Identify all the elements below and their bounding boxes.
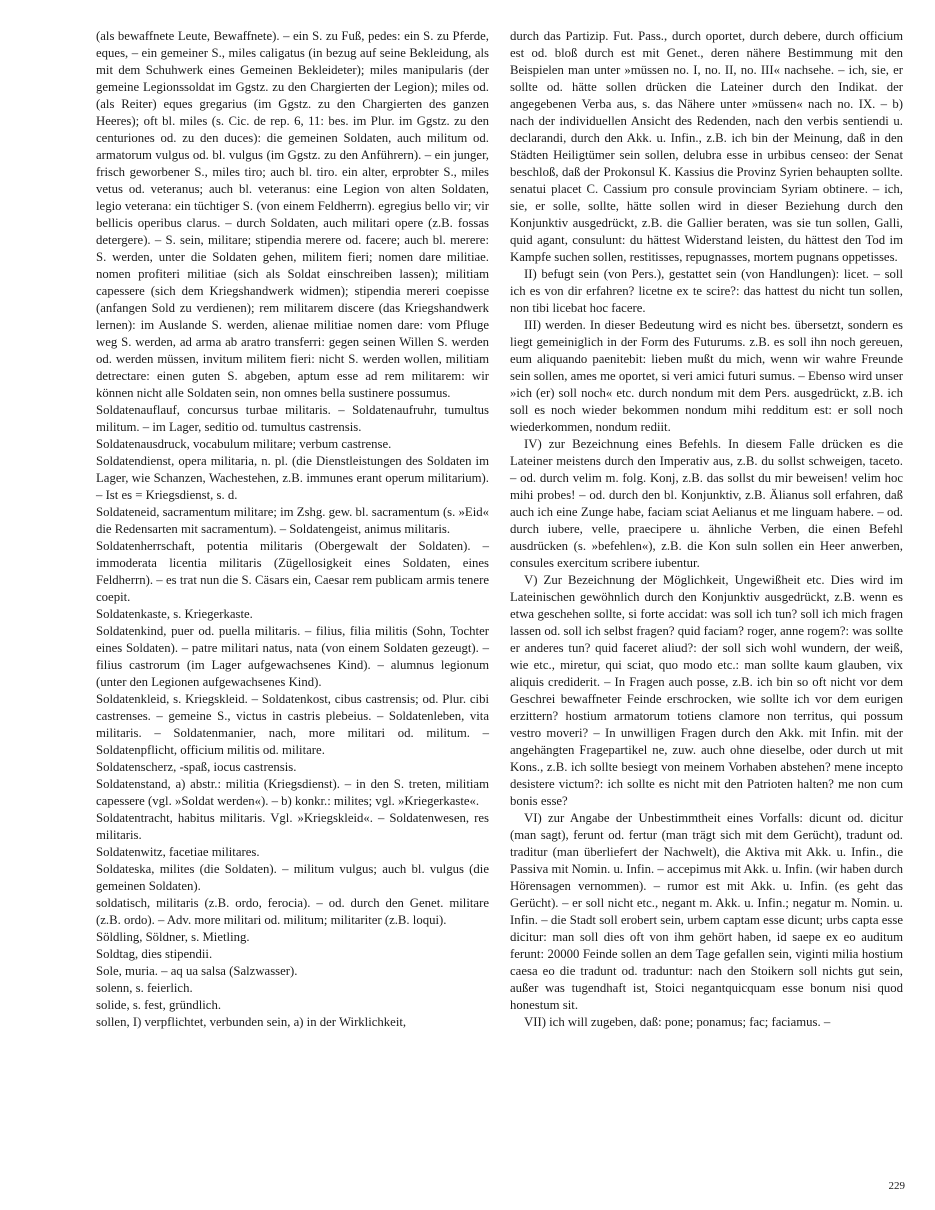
sollen-section-3: III) werden. In dieser Bedeutung wird es nicht bes. übersetzt, sondern es liegt gemeiniglich in der Form des Futurums. z.B. es soll ihn noch gereuen, eum aliquando paenitebit: lieben mußt du mich, wenn wir wahre Freunde sein sollen, ames me oportet, si veri amici futuri sumus. – Ebenso wird unser »ich (er) soll noch« etc. durch nondum mit dem Pers. ausgedrückt, z.B. ich soll es noch wieder bekommen nondum mihi redditum est: er soll noch wiederkommen, nondum rediit. (510, 318, 903, 434)
entry-soldatenkleid: Soldatenkleid, s. Kriegskleid. – Soldatenkost, cibus castrensis; od. Plur. cibi castrenses. – gemeine S., victus in castris plebeius. – Soldatenleben, vita militaris. – Soldatenmanier, nach, more militari od. militum. – Soldatenpflicht, officium militis od. militare. (96, 692, 489, 757)
sollen-section-1-continuation: durch das Partizip. Fut. Pass., durch oportet, durch debere, durch officium est od. bloß durch est mit Genet., deren nähere Bestimmung mit den Beispielen man unter »müssen no. I, no. II, no. III« nachsehe. – ich, sie, er sollte od. hätte sollen drücken die Lateiner durch den Indikat. der angegebenen Verba aus, s. das Nähere unter »müssen« nach no. IX. – b) nach der individuellen Ansicht des Redenden, nach den verbis sentiendi u. declarandi, durch den Akk. u. Infin., z.B. ich bin der Meinung, daß in den Städten Heiligtümer sein sollen, delubra esse in urbibus censeo: der Senat beschloß, daß der Prokonsul K. Kassius die Provinz Syrien behaupten sollte. senatui placet C. Cassium pro consule provinciam Syriam obtinere. – ich, sie, er solle, sollte, hätte sollen wird in dieser Beziehung durch den Konjunktiv ausgedrückt, z.B. die Gallier beraten, was sie tun sollen, Galli, quid agant, consulunt: du hättest Widerstand leisten, du hättest den Tod im Kampfe suchen sollen, restitisses, repugnasses, mortem pugnans oppetisses. (510, 29, 903, 264)
sollen-section-5: V) Zur Bezeichnung der Möglichkeit, Ungewißheit etc. Dies wird im Lateinischen gewöhnlich durch den Konjunktiv ausgedrückt, z.B. wenn es etwa geschehen sollte, si forte accidat: was soll ich tun? soll ich mich fragen lassen od. soll ich selbst fragen? quid faciam? roger, anne rogem?: was sollte er anderes tun? quid faceret aliud?: der soll sich wohl wundern, der weiß, wie etc., miretur, qui sciat, quo modo etc.: man sollte kaum glauben, vix aliquis crediderit. – In Fragen auch posse, z.B. ich bin so oft nicht vor dem Geschrei bewaffneter Feinde erschrocken, wie sollte ich vor dem eurigen erzittern? hostium armatorum totiens clamore non territus, qui possum vestro moveri? – In unwilligen Fragen durch den Akk. mit Infin. mit der angehängten Fragepartikel ne, zuw. auch ohne dieselbe, oder durch ut mit Kons., z.B. ich sollte besiegt von meinem Vorhaben abstehen? mene incepto desistere victum?: ich sollte es nicht mit den Patrioten halten? me non cum bonis esse? (510, 573, 903, 808)
entry-soldatenkind: Soldatenkind, puer od. puella militaris. – filius, filia militis (Sohn, Tochter eines Soldaten). – patre militari natus, nata (von einem Soldaten gezeugt). – filius castrorum (im Lager aufgewachsenes Kind). – alumnus legionum (unter den Legionen aufgewachsenes Kind). (96, 624, 489, 689)
page-number: 229 (888, 1180, 905, 1192)
entry-soldatenwitz: Soldatenwitz, facetiae militares. (96, 845, 260, 859)
entry-soldatenauflauf: Soldatenauflauf, concursus turbae militaris. – Soldatenaufruhr, tumultus militum. – im Lager, seditio od. tumultus castrensis. (96, 403, 489, 434)
right-column (510, 28, 903, 1031)
entry-soeldling: Söldling, Söldner, s. Mietling. (96, 930, 250, 944)
entry-soldat-continuation: (als bewaffnete Leute, Bewaffnete). – ein S. zu Fuß, pedes: ein S. zu Pferde, eques, – ein gemeiner S., miles caligatus (in bezug auf seine Bekleidung, als mit dem Schuhwerk eines Gemeinen Bekleideter); miles manipularis (der gemeine Legionssoldat im Ggstz. zu den Chargierten der Legion); miles od. (als Reiter) eques gregarius (im Ggstz. zu den Chargierten des ganzen Heeres); oft bl. miles (s. Cic. de rep. 6, 11: bes. im Plur. im Ggstz. zu den centuriones od. zu den duces): die gemeinen Soldaten, auch militum od. armatorum vulgus od. bl. vulgus (im Ggstz. zu den Anführern). – ein junger, frisch geworbener S., miles tiro; auch bl. tiro. ein alter, erprobter S., miles vetus od. veteranus; auch bl. veteranus: eine Legion von alten Soldaten, legio veterana: ein tüchtiger S. (von einem Feldherrn). egregius bello vir; vir bellicis operibus clarus. – durch Soldaten, auch militari opere (z.B. fossas detergere). – S. sein, militare; stipendia merere od. facere; auch bl. merere: S. werden, unter die Soldaten gehen, militem fieri; nomen dare militiae. nomen profiteri militiae (sich als Soldat einschreiben lassen); militiam capessere (sich dem Kriegshandwerk widmen); stipendia mereri coepisse (anfangen Sold zu verdienen); rem militarem discere (das Kriegshandwerk lernen): im Auslande S. werden, alienae militiae nomen dare: vom Pfluge weg S. werden, ad arma ab aratro transferri: gegen seinen Willen S. werden od. werden müssen, invitum militem fieri: nicht S. werden wollen, militiam detrectare: einen guten S. abgeben, aptum esse ad rem militarem: wir können nicht alle Soldaten sein, non omnes bella sustinere possumus. (96, 29, 489, 400)
entry-soldatisch: soldatisch, militaris (z.B. ordo, ferocia). – od. durch den Genet. militare (z.B. ordo). – Adv. more militari od. militum; militariter (z.B. loqui). (96, 896, 489, 927)
left-column (96, 28, 489, 1031)
entry-soldatenkaste: Soldatenkaste, s. Kriegerkaste. (96, 607, 253, 621)
entry-solide: solide, s. fest, gründlich. (96, 998, 222, 1012)
entry-sollen: sollen, I) verpflichtet, verbunden sein, a) in der Wirklichkeit, (96, 1015, 407, 1029)
entry-solenn: solenn, s. feierlich. (96, 981, 193, 995)
sollen-section-4: IV) zur Bezeichnung eines Befehls. In diesem Falle drücken es die Lateiner meistens durch den Imperativ aus, z.B. du sollst schweigen, taceto. – od. durch velim m. folg. Konj, z.B. das sollst du mir beweisen! velim hoc mihi probes! – od. durch den bl. Konjunktiv, z.B. Älianus soll erfahren, daß auch ich eine Zunge habe, faciam sciat Aelianus et me linguam habere. – od. durch iubere, velle, praecipere u. ähnliche Verben, die einen Befehl ausdrücken (s. »befehlen«), z.B. die Kon suln sollen ein Heer anwerben, consules exercitum scribere iubentur. (510, 437, 903, 570)
entry-soldatenscherz: Soldatenscherz, -spaß, iocus castrensis. (96, 760, 297, 774)
entry-sole: Sole, muria. – aq ua salsa (Salzwasser). (96, 964, 298, 978)
entry-soldatenherrschaft: Soldatenherrschaft, potentia militaris (Obergewalt der Soldaten). – immoderata licentia militaris (Zügellosigkeit eines Soldaten, eines Feldherrn). – es trat nun die S. Cäsars ein, Caesar rem publicam armis tenere coepit. (96, 539, 489, 604)
entry-soldatendienst: Soldatendienst, opera militaria, n. pl. (die Dienstleistungen des Soldaten im Lager, wie Schanzen, Wachestehen, z.B. immunes erant operum militarium). – Ist es = Kriegsdienst, s. d. (96, 454, 489, 502)
entry-soldatenstand: Soldatenstand, a) abstr.: militia (Kriegsdienst). – in den S. treten, militiam capessere (vgl. »Soldat werden«). – b) konkr.: milites; vgl. »Kriegerkaste«. (96, 777, 489, 808)
entry-soldatenausdruck: Soldatenausdruck, vocabulum militare; verbum castrense. (96, 437, 392, 451)
entry-soldateneid: Soldateneid, sacramentum militare; im Zshg. gew. bl. sacramentum (s. »Eid« die Redensarten mit sacramentum). – Soldatengeist, animus militaris. (96, 505, 489, 536)
sollen-section-6: VI) zur Angabe der Unbestimmtheit eines Vorfalls: dicunt od. dicitur (man sagt), ferunt od. fertur (man trägt sich mit dem Gerücht), tradunt od. traditur (man überliefert der Nachwelt), die Aktiva mit Akk. u. Infin., die Passiva mit Nomin. u. Infin. – accepimus mit Akk. u. Infin. (wir haben durch Hörensagen vernommen). – rumor est mit Akk. u. Infin. (es geht das Gerücht). – er soll nicht etc., negant m. Akk. u. Infin.; negatur m. Nomin. u. Infin. – die Stadt soll erobert sein, urbem captam esse dicunt; urbs capta esse dicitur: man soll dies oft von ihm gehört haben, id saepe ex eo auditum ferunt: 20000 Feinde sollen an dem Tage gefallen sein, viginti milia hostium caesa eo die tradunt od. traduntur: nach den Stoikern soll nichts gut sein, außer was tugendhaft ist, Stoici negantquicquam esse bonum nisi quod honestum sit. (510, 811, 903, 1012)
sollen-section-2: II) befugt sein (von Pers.), gestattet sein (von Handlungen): licet. – soll ich es von dir erfahren? licetne ex te scire?: das hattest du nicht tun sollen, non tibi licebat hoc facere. (510, 267, 903, 315)
entry-soldatentracht: Soldatentracht, habitus militaris. Vgl. »Kriegskleid«. – Soldatenwesen, res militaris. (96, 811, 489, 842)
entry-soldtag: Soldtag, dies stipendii. (96, 947, 213, 961)
entry-soldateska: Soldateska, milites (die Soldaten). – militum vulgus; auch bl. vulgus (die gemeinen Soldaten). (96, 862, 489, 893)
sollen-section-7: VII) ich will zugeben, daß: pone; ponamus; fac; faciamus. – (524, 1015, 831, 1029)
